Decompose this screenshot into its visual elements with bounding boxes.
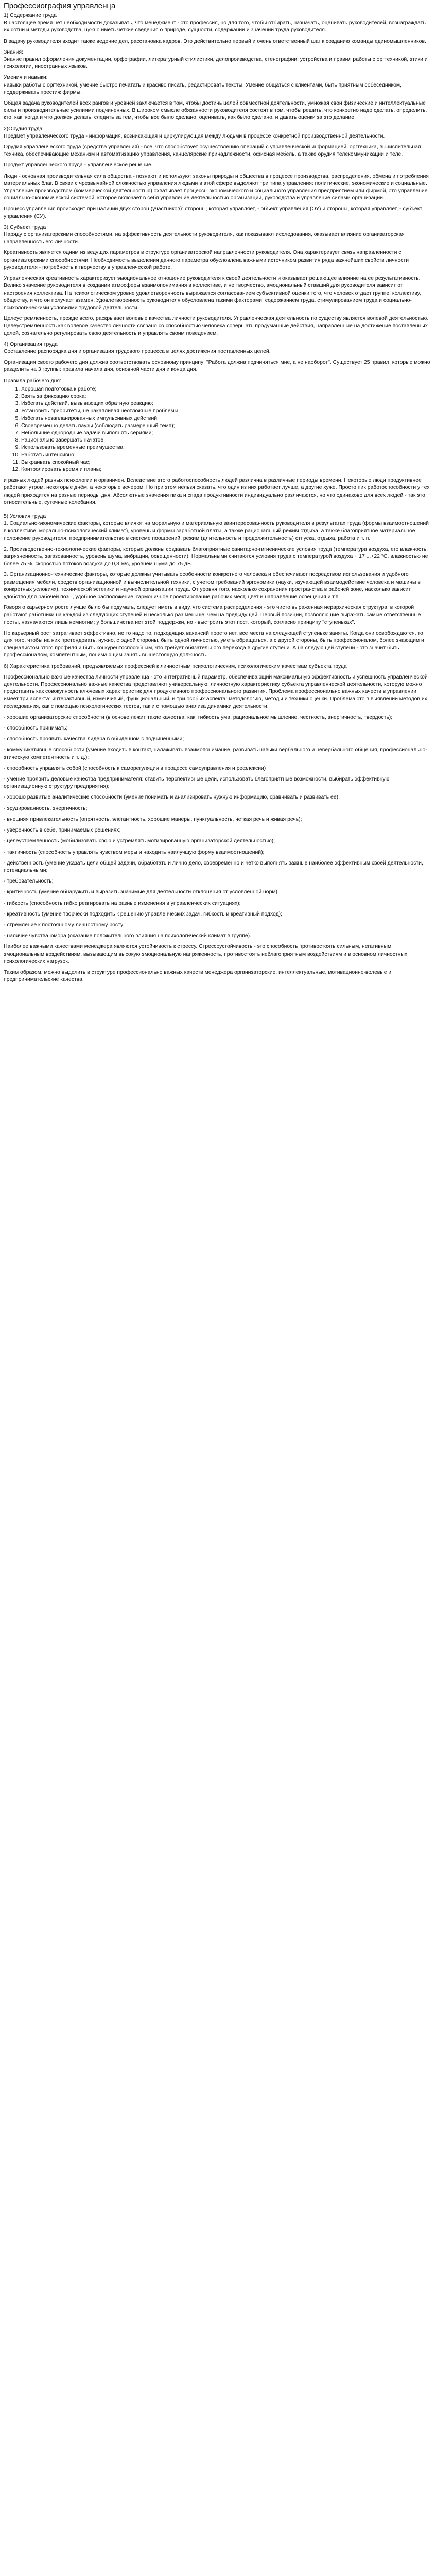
section-heading: Знания: — [4, 49, 23, 55]
paragraph: Процесс управления происходит при наличии двух сторон (участников): стороны, которая управляет, - объект управления (ОУ) и стороны, которая управляет, - субъект управления (СУ). — [4, 206, 423, 219]
list-item: 12. Контролировать время и планы; — [21, 466, 432, 473]
paragraph: Люди - основная производительная сила общества - познают и используют законы природы и общества в процессе производства, распределения, обмена и потребления материальных благ. В связи с чрезвычайной сложностью управления людьми в этой сфере выделяют три типа управления: политические, экономические и социальные. Управление производством (коммерческой деятельностью) охватывает процессы экономического и социального управления предприятием или фирмой, это управление социально-экономической системой, которое включает в себя управление деятельностью организации, руководства и управление силами организации. — [4, 173, 429, 201]
paragraph: - гибкость (способность гибко реагировать на разные изменения в управленческих ситуациях); — [4, 900, 241, 906]
list-item: 1. Хорошая подготовка к работе; — [21, 386, 432, 393]
document-body — [4, 12, 432, 984]
section-heading: 1) Содержание труда — [4, 13, 57, 19]
paragraph: Орудия управленческого труда (средства управления) - все, что способствует осуществлению операций с управленческой информацией: оргтехника, вычислительная техника, обеспечивающие механизм и автоматизацию управления, канцелярские принадлежности, офисная мебель, а также орудия телекоммуникации и теле. — [4, 144, 421, 158]
paragraph: - способность управлять собой (способность к саморегуляции в процессе самоуправления и рефлексии) — [4, 765, 266, 771]
paragraph: - стремление к постоянному личностному росту; — [4, 922, 125, 928]
paragraph: навыки работы с оргтехникой, умение быстро печатать и красиво писать, редактировать тексты. Умение общаться с клиентами, быть приятным собеседником, поддерживать престиж фирмы. — [4, 82, 402, 95]
page-title: Профессиография управленца — [4, 2, 116, 10]
paragraph: - внешняя привлекательность (опрятность, элегантность, хорошие манеры, пунктуальность, четкая речь и живая речь); — [4, 816, 302, 822]
paragraph: - коммуникативные способности (умение входить в контакт, налаживать взаимопонимание, развивать навыки вербального и невербального общения, профессионально-этическую компетентность и т. д.); — [4, 747, 427, 760]
paragraph: - уверенность в себе, принимаемых решениях; — [4, 827, 121, 834]
section-heading: 4) Организация труда — [4, 341, 58, 347]
paragraph: - критичность (умение обнаружить и выразить значимые для деятельности отклонения от условленной норм); — [4, 889, 279, 895]
list-item: 2. Взять за фиксацию срока; — [21, 393, 432, 400]
paragraph: - умение проявить деловые качества предпринимателя: ставить перспективные цели, использовать благоприятные возможности, выбирать эффективную организационную структуру предприятия); — [4, 776, 390, 790]
list-item: 11. Выкраивать спокойный час; — [21, 459, 432, 466]
paragraph: Профессионально важные качества личности управленца - это интегративный параметр, обеспечивающий максимальную эффективность и успешность управленческой деятельности. Профессионально важные качества представляют универсальную, личностную характеристику субъекта управленческой деятельности, которую можно представить как совокупность ключевых характеристик для продуктивного профессионального развития. Проблема профессионально важных качеств в управлении имеет три аспекта: интерактивный, изменчивый, функциональный, и три особых аспекта: методологию, методы и техники оценки. Проблема это в выявлении методов их исследования, как с помощью психологических тестов, так и с помощью анализа динамики деятельности. — [4, 674, 428, 709]
section-heading: 5) Условия труда — [4, 513, 46, 519]
paragraph: Наиболее важными качествами менеджера являются устойчивость к стрессу. Стрессоустойчивость - это способность противостоять сильным, негативным эмоциональным воздействиям, вызывающим высокую эмоциональную напряженность, противостоять неблагоприятным воздействиям и в основном личностных психологических нагрузок. — [4, 944, 408, 964]
section-heading: 3) Субъект труда — [4, 224, 46, 230]
paragraph: В задачу руководителя входит также ведение дел, расстановка кадров. Это действительно первый и очень ответственный шаг к созданию команды единомышленников. — [4, 38, 426, 44]
paragraph: - хорошо развитые аналитические способности (умение понимать и анализировать нужную информацию, сравнивать и развивать ее); — [4, 794, 340, 801]
list-item: 3. Избегать действий, вызывающих обратную реакцию; — [21, 400, 432, 408]
paragraph: - эрудированность, энергичность; — [4, 805, 88, 811]
paragraph: - целеустремленность (мобилизовать свою и устремлять мотивированную организаторской деятельностью); — [4, 838, 275, 844]
paragraph: - хорошие организаторские способности (в основе лежит такие качества, как: гибкость ума, рациональное мышление, честность, энергичность, твердость); — [4, 714, 393, 720]
paragraph: Целеустремленность, прежде всего, раскрывает волевые качества личности руководителя. Управленческая деятельность по существу является волевой деятельностью. Целеустремленность как волевое качество личности связано со способностью человека совершать продуманные действия, направленные на достижение поставленных целей, сознательно регулировать свою деятельность и управлять своим поведением. — [4, 316, 429, 336]
paragraph: Знание правил оформления документации, орфографии, литературный стилистики, делопроизводства, стенографии, устройства и правил работы с оргтехникой, этики и психологии, иностранных языков. — [4, 57, 428, 70]
list-item: 10. Работать интенсивно; — [21, 452, 432, 459]
paragraph: Таким образом, можно выделить в структуре профессионально важных качеств менеджера организаторские, интеллектуальные, мотивационно-волевые и предпринимательские качества. — [4, 969, 392, 983]
rules-list — [4, 386, 432, 473]
paragraph: Наряду с организаторскими способностями, на эффективность деятельности руководителя, как показывают исследования, оказывает влияние организаторская направленность его личности. — [4, 232, 405, 245]
paragraph: В настоящее время нет необходимости доказывать, что менеджмент - это профессия, но для того, чтобы отбирать, назначать, оценивать руководителей, вознаграждать их сотни и методы руководства, нужно иметь четкие сведения о природе, сущности, содержании и значении труда руководителя. — [4, 20, 426, 33]
paragraph: Говоря о карьерном росте лучше было бы подумать, следует иметь в виду, что система распределения - это чисто выраженная иерархическая структура, в которой работают работники на каждой из следующих ступеней и несколько раз меньше, чем на предыдущей. Первый позиции, позволяющие выражать самые ответственные посты, назначаются лишь немногим; у большинства нет этой поддержки, но - выстроить этот пост, который, согласно принципу "ступеньках". — [4, 605, 421, 625]
list-item: 7. Небольшие однородные задачи выполнять сериями; — [21, 430, 432, 437]
section-heading: Умения и навыки: — [4, 75, 48, 81]
paragraph: Креативность является одним из ведущих параметров в структуре организаторской направленности руководителя. Она характеризует связь направленности с организаторскими способностями. Необходимость выделения данного параметра обусловлена важными источником развития ряда важнейших свойств личности руководителя - потребность к творчеству в управленческой работе. — [4, 250, 409, 270]
list-item: 9. Использовать временные преимущества; — [21, 444, 432, 451]
paragraph: Но карьерный рост затрагивает эффективно, не то надо то, подходящих вакансий просто нет, все места на следующей ступеньке заняты. Когда они освобождаются, то для того, чтобы на них претендовать, нужно, с одной стороны, быть одной личностью, уметь обращаться, а с другой стороны, быть профессионалом, более знающим и специалистом этого профиля и быть конкурентоспособным, что требует обязательного перехода в другие ступени. А на следующей ступени - это значит быть профессионалом, компетентным, понимающим занять вышестоящую должность. — [4, 630, 424, 658]
list-item: 5. Избегать незапланированных импульсивных действий; — [21, 415, 432, 422]
list-item: 6. Своевременно делать паузы (соблюдать размеренный темп); — [21, 422, 432, 430]
list-item: 8. Рационально завершать начатое — [21, 437, 432, 444]
paragraph: Продукт управленческого труда - управленческое решение. — [4, 162, 153, 168]
paragraph: 3. Организационно-технические факторы, которые должны учитывать особенности конкретного человека и обеспечивают посредством использования и удобного размещения мебели, средств организационной и вычислительной техники, с учетом требований эргономики (науки, изучающей взаимодействие человека и машины в конкретных условиях), технической эстетики и научной организации труда. От уровня того, насколько сохранения пространства в рабочей зоне, насколько зависит удобство для рабочей позы, удобное расположение, гармоничное проектирование рабочих мест, цвет и направление освещения и т.п. — [4, 572, 421, 600]
paragraph: 2. Производственно-технологические факторы, которые должны создавать благоприятные санитарно-гигиенические условия труда (температура воздуха, его влажность, загрязненность, загазованность, уровень шума, вибрации, освещенности). Нормальными считаются условия труда с температурой воздуха + 17 ...+22 °С, влажностью не более 75 %, скоростью потоков воздуха до 0,3 м/с, уровнем шума до 75 дБ. — [4, 546, 428, 567]
paragraph: 6) Характеристика требований, предъявляемых профессией к личностным психологическим, психологическим качествам субъекта труда — [4, 663, 347, 669]
paragraph: - наличие чувства юмора (оказание положительного влияния на психологический климат в группе). — [4, 933, 251, 939]
paragraph: и разных людей разных психологии и органичен. Вследствие этого работоспособность людей различна в различные периоды времени. Некоторые люди продуктивнее работают утром, некоторые днём, а некоторые вечером. Но при этом нельзя сказать, что один из них работает лучше, а другие хуже. Просто пик работоспособности у тех людей приходится на разные периоды дня. Абсолютные значения пика и спада продуктивности индивидуально различаются, но что одинаково для всех людей - так это относительные, суточные колебания. — [4, 478, 430, 505]
paragraph: - способность проявить качества лидера в обыденном с подчиненными; — [4, 736, 184, 742]
paragraph: Организация своего рабочего дня должна соответствовать основному принципу: "Работа должна подчиняться мне, а не наоборот". Существует 25 правил, которые можно разделить на 3 группы: правила начала дня, основной части дня и конца дня. — [4, 360, 430, 373]
paragraph: Составление распорядка дня и организация трудового процесса в целях достижения поставленных целей. — [4, 348, 271, 354]
section-heading: 2)Орудия труда — [4, 126, 43, 132]
paragraph: 1. Социально-экономические факторы, которые влияют на моральную и материальную заинтересованность руководителя в результатах труда (формы взаимоотношений в коллективе, морально-психологический климат), уровень и формы заработной платы, а также рациональный режим отдыха, а также благоприятное материальное положение руководителя, предпринимательство в системе поощрений, режим (длительность и продолжительность) отпуска, отдыха, работа и т. п. — [4, 521, 429, 541]
paragraph: Управленческая креативность характеризует эмоциональное отношение руководителя к своей деятельности и оказывает решающее влияние на ее результативность. Велико значение руководителя в создании атмосферы взаимопонимания в коллективе, и не творчество, эмоциональный ставший для руководителя зависит от настроения коллектива. На психологическом уровне удовлетворенность выражается согласованием субъективной оценки того, что человек отдает группе, коллективу, обществу, и что он получает взамен. Удовлетворенность руководителя обусловлена такими факторами: содержанием труда, стимулированием труда и социально-психологическими условиями трудовой деятельности. — [4, 276, 421, 311]
paragraph: Общая задача руководителей всех рангов и уровней заключается в том, чтобы достичь целей совместной деятельности, умножая свои физические и интеллектуальные силы и производительные усилиями подчиненных. В широком смысле обязанности руководителя состоят в том, чтобы решить, что конкретно надо сделать, определить, кто, как, когда и что должен делать, следить за тем, чтобы все было сделано, оценивать, как было сделано, и давать оценки за это делание. — [4, 100, 427, 121]
paragraph: - требовательность; — [4, 878, 54, 885]
paragraph: - тактичность (способность управлять чувством меры и находить наилучшую форму взаимоотношений); — [4, 849, 265, 855]
section-heading: Правила рабочего дня: — [4, 378, 61, 384]
paragraph: - действенность (умение указать цели общей задачи, обработать и лично дело, своевременно и четко выполнять важные наиболее эффективным своей деятельности, потенциальными; — [4, 860, 423, 873]
document — [0, 0, 436, 993]
paragraph: - креативность (умение творчески подходить к решению управленческих задач, гибкость и креативный подход); — [4, 911, 283, 917]
paragraph: - способность принимать; — [4, 725, 68, 732]
list-item: 4. Установить приоритеты, не накапливая неотложные проблемы; — [21, 408, 432, 415]
paragraph: Предмет управленческого труда - информация, возникающая и циркулирующая между людьми в процессе конкретной производственной деятельности. — [4, 133, 385, 139]
